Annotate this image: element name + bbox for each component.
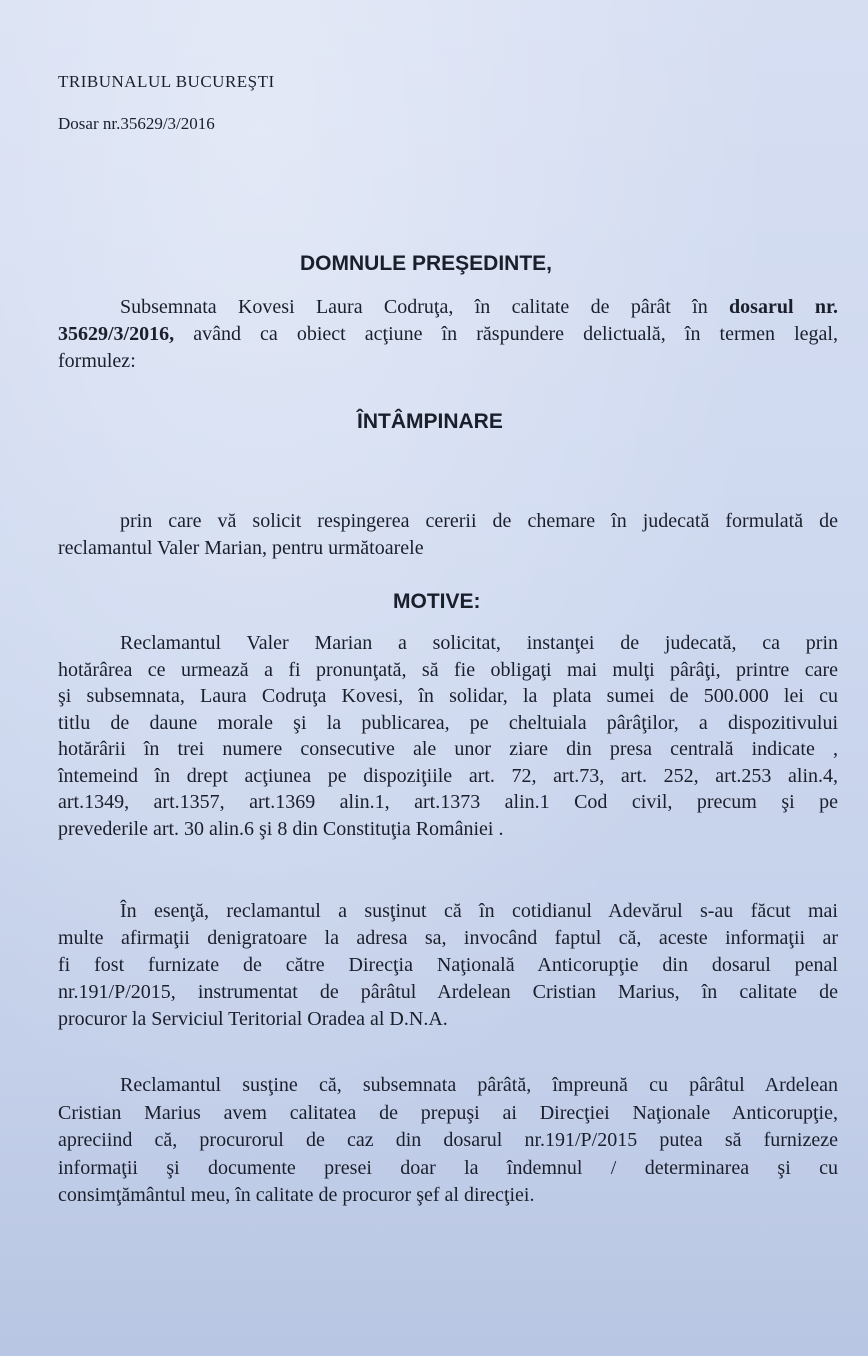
p2-line: În esenţă, reclamantul a susţinut că în cotidianul Adevărul s-au făcut mai (120, 900, 838, 922)
intro-paragraph (58, 294, 838, 375)
salutation: DOMNULE PREŞEDINTE, (300, 252, 553, 275)
request-line-1: prin care vă solicit respingerea cererii de chemare în judecată formulată de (120, 510, 838, 532)
motive-paragraph-1 (58, 630, 838, 842)
p3-line: Cristian Marius avem calitatea de prepuşi ai Direcţiei Naţionale Anticorupţie, (58, 1101, 838, 1124)
request-line-2: reclamantul Valer Marian, pentru următoarele (58, 537, 424, 559)
motive-paragraph-3 (58, 1072, 838, 1210)
p1-line: Reclamantul Valer Marian a solicitat, instanţei de judecată, ca prin (120, 632, 838, 654)
p1-line: şi subsemnata, Laura Codruţa Kovesi, în solidar, la plata sumei de 500.000 lei cu (58, 685, 838, 707)
p2-line: procuror la Serviciul Teritorial Oradea al D.N.A. (58, 1008, 448, 1030)
document-title: ÎNTÂMPINARE (357, 410, 503, 433)
p1-line: prevederile art. 30 alin.6 şi 8 din Constituţia României . (58, 817, 504, 840)
p3-line: consimţământul meu, în calitate de procuror şef al direcţiei. (58, 1184, 535, 1206)
intro-line-2: 35629/3/2016, având ca obiect acţiune în răspundere delictuală, în termen legal, (58, 323, 838, 345)
p2-line: fi fost furnizate de către Direcţia Naţională Anticorupţie din dosarul penal (58, 954, 838, 976)
p3-line: apreciind că, procurorul de caz din dosarul nr.191/P/2015 putea să furnizeze (58, 1129, 838, 1151)
p3-line: Reclamantul susţine că, subsemnata pârâtă, împreună cu pârâtul Ardelean (120, 1074, 838, 1096)
intro-line-3: formulez: (58, 350, 136, 372)
p1-line: hotărârea ce urmează a fi pronunţată, să fie obligaţi mai mulţi pârâţi, printre care (58, 658, 838, 681)
p2-line: nr.191/P/2015, instrumentat de pârâtul Ardelean Cristian Marius, în calitate de (58, 981, 838, 1003)
intro-line-1: Subsemnata Kovesi Laura Codruţa, în calitate de pârât în dosarul nr. (120, 296, 838, 318)
motive-title: MOTIVE: (393, 590, 481, 613)
court-name: TRIBUNALUL BUCUREŞTI (58, 72, 275, 91)
p1-line: titlu de daune morale şi la publicarea, pe cheltuiala pârâţilor, a dispozitivului (58, 711, 838, 734)
p2-line: multe afirmaţii denigratoare la adresa sa, invocând faptul că, aceste informaţii ar (58, 927, 838, 949)
p3-line: informaţii şi documente presei doar la îndemnul / determinarea şi cu (58, 1156, 838, 1179)
case-number: Dosar nr.35629/3/2016 (58, 114, 215, 133)
p1-line: art.1349, art.1357, art.1369 alin.1, art.1373 alin.1 Cod civil, precum şi pe (58, 791, 838, 813)
request-paragraph (58, 508, 838, 562)
motive-paragraph-2 (58, 898, 838, 1033)
p1-line: hotărârii în trei numere consecutive ale unor ziare din presa centrală indicate , (58, 738, 838, 760)
p1-line: întemeind în drept acţiunea pe dispoziţiile art. 72, art.73, art. 252, art.253 alin.4, (58, 764, 838, 787)
